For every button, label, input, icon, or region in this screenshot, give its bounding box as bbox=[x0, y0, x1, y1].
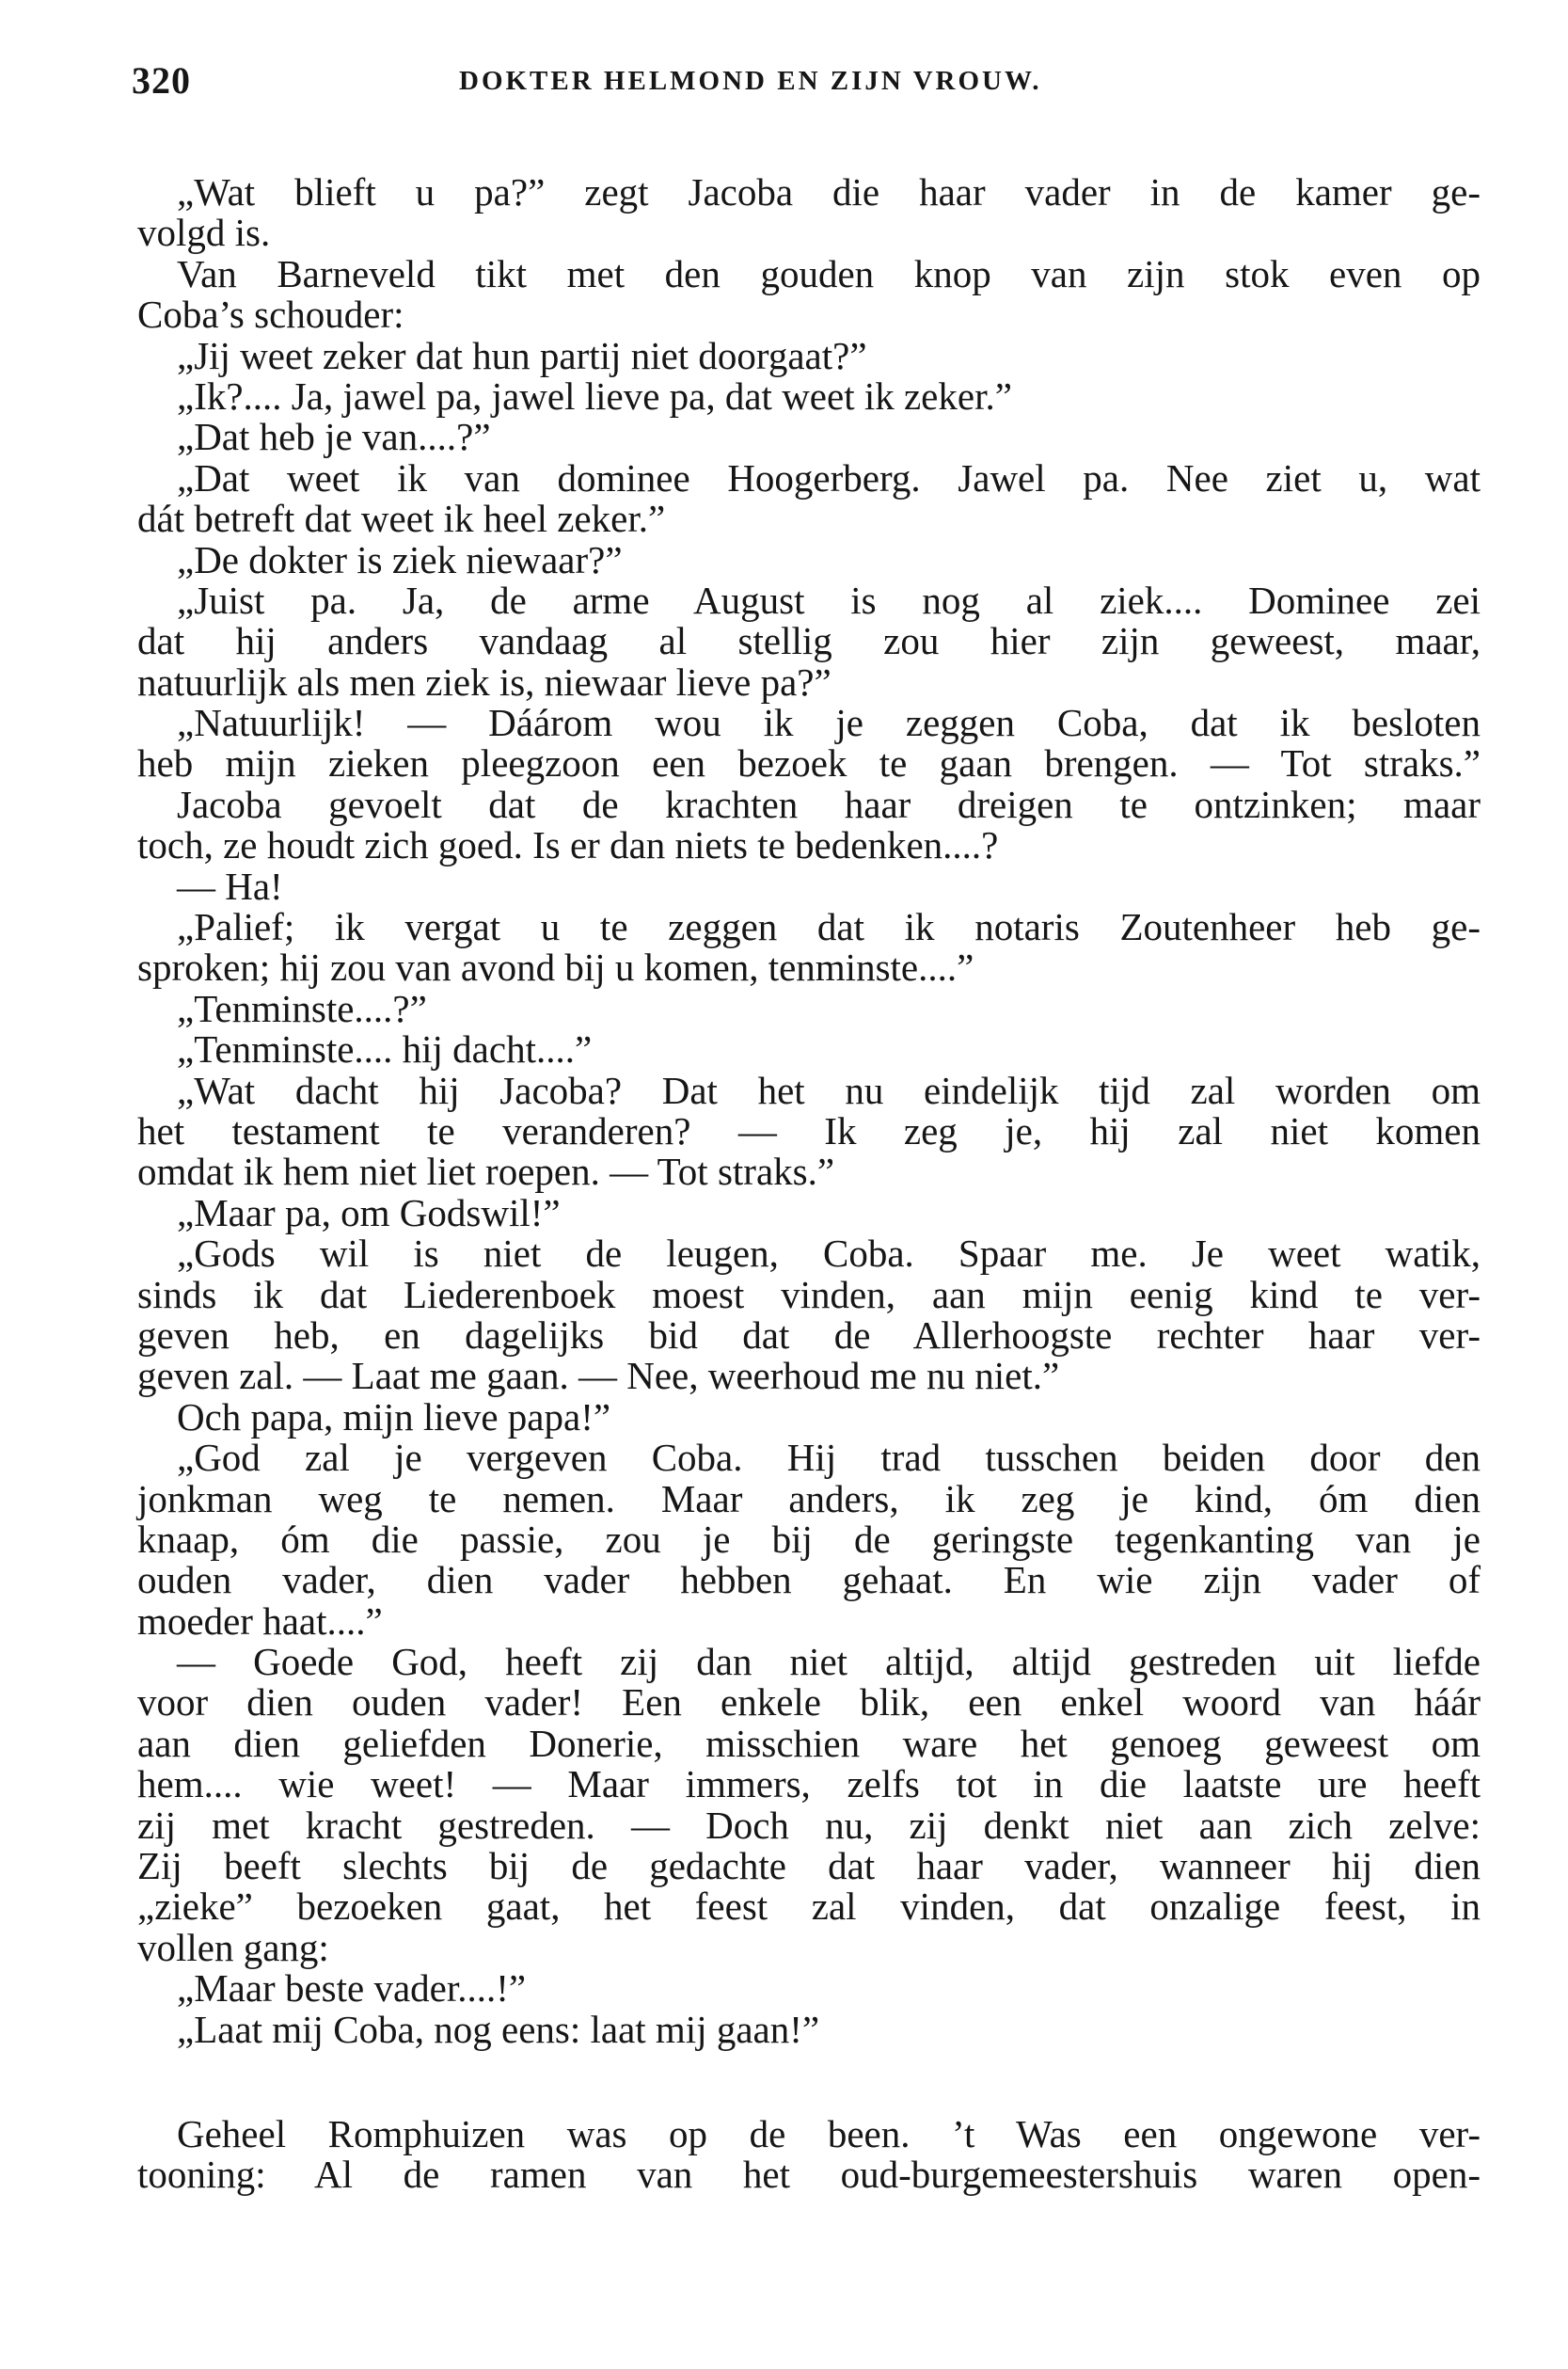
text-line: „Tenminste....?” bbox=[177, 986, 427, 1030]
text-line: knaap, óm die passie, zou je bij de geringste tegenkanting van je bbox=[137, 1517, 1481, 1561]
running-title: DOKTER HELMOND EN ZIJN VROUW. bbox=[459, 66, 1042, 96]
text-line: „Tenminste.... hij dacht....” bbox=[177, 1027, 593, 1072]
text-line: aan dien geliefden Donerie, misschien ware het genoeg geweest om bbox=[137, 1721, 1481, 1765]
text-line: sproken; hij zou van avond bij u komen, tenminste....” bbox=[137, 946, 974, 990]
text-line: „Maar pa, om Godswil!” bbox=[177, 1190, 561, 1234]
section-break bbox=[137, 2050, 1481, 2114]
text-line: dat hij anders vandaag al stellig zou hier zijn geweest, maar, bbox=[137, 619, 1481, 663]
text-line: het testament te veranderen? — Ik zeg je, hij zal niet komen bbox=[137, 1108, 1481, 1153]
text-line: Van Barneveld tikt met den gouden knop van zijn stok even op bbox=[177, 251, 1481, 295]
text-line: jonkman weg te nemen. Maar anders, ik zeg je kind, óm dien bbox=[137, 1476, 1481, 1520]
text-line: „Dat heb je van....?” bbox=[177, 415, 491, 459]
text-line: hem.... wie weet! — Maar immers, zelfs tot in die laatste ure heeft bbox=[137, 1762, 1481, 1806]
text-line: omdat ik hem niet liet roepen. — Tot straks.” bbox=[137, 1150, 835, 1194]
text-line: moeder haat....” bbox=[137, 1598, 383, 1643]
text-line: „Dat weet ik van dominee Hoogerberg. Jawel pa. Nee ziet u, wat bbox=[177, 455, 1481, 500]
text-line: „Laat mij Coba, nog eens: laat mij gaan!” bbox=[177, 2007, 820, 2051]
text-line: toch, ze houdt zich goed. Is er dan niets te bedenken....? bbox=[137, 823, 999, 867]
text-line: „Maar beste vader....!” bbox=[177, 1966, 527, 2011]
page-number: 320 bbox=[132, 59, 191, 102]
text-line: volgd is. bbox=[137, 211, 271, 255]
text-line: „God zal je vergeven Coba. Hij trad tusschen beiden door den bbox=[177, 1436, 1481, 1480]
text-line: „Ik?.... Ja, jawel pa, jawel lieve pa, dat weet ik zeker.” bbox=[177, 374, 1012, 418]
text-line: geven heb, en dagelijks bid dat de Allerhoogste rechter haar ver- bbox=[137, 1312, 1481, 1357]
text-line: dát betreft dat weet ik heel zeker.” bbox=[137, 497, 666, 541]
text-line: voor dien ouden vader! Een enkele blik, een enkel woord van háár bbox=[137, 1680, 1481, 1725]
text-line: ouden vader, dien vader hebben gehaat. En wie zijn vader of bbox=[137, 1558, 1481, 1602]
text-line: „Wat dacht hij Jacoba? Dat het nu eindelijk tijd zal worden om bbox=[177, 1068, 1481, 1112]
text-line: sinds ik dat Liederenboek moest vinden, aan mijn eenig kind te ver- bbox=[137, 1272, 1481, 1316]
text-line: „De dokter is ziek niewaar?” bbox=[177, 537, 623, 581]
text-line: zij met kracht gestreden. — Doch nu, zij denkt niet aan zich zelve: bbox=[137, 1803, 1481, 1847]
text-line: „Gods wil is niet de leugen, Coba. Spaar me. Je weet watik, bbox=[177, 1232, 1481, 1276]
text-line: „Natuurlijk! — Dáárom wou ik je zeggen Coba, dat ik besloten bbox=[177, 701, 1481, 745]
text-line: — Goede God, heeft zij dan niet altijd, altijd gestreden uit liefde bbox=[177, 1640, 1481, 1684]
text-line: Och papa, mijn lieve papa!” bbox=[177, 1394, 611, 1439]
text-line: geven zal. — Laat me gaan. — Nee, weerhoud me nu niet.” bbox=[137, 1354, 1060, 1398]
text-line: Geheel Romphuizen was op de been. ’t Was een ongewone ver- bbox=[177, 2111, 1481, 2155]
text-line: Zij beeft slechts bij de gedachte dat haar vader, wanneer hij dien bbox=[137, 1844, 1481, 1888]
text-line: „zieke” bezoeken gaat, het feest zal vinden, dat onzalige feest, in bbox=[137, 1884, 1481, 1929]
text-line: heb mijn zieken pleegzoon een bezoek te gaan brengen. — Tot straks.” bbox=[137, 741, 1481, 786]
text-line: „Juist pa. Ja, de arme August is nog al ziek.... Dominee zei bbox=[177, 578, 1481, 622]
text-line: „Jij weet zeker dat hun partij niet doorgaat?” bbox=[177, 333, 867, 377]
text-line: Coba’s schouder: bbox=[137, 293, 404, 337]
text-line: tooning: Al de ramen van het oud-burgemeestershuis waren open- bbox=[137, 2153, 1481, 2197]
text-line: „Wat blieft u pa?” zegt Jacoba die haar vader in de kamer ge- bbox=[177, 170, 1481, 214]
text-line: „Palief; ik vergat u te zeggen dat ik notaris Zoutenheer heb ge- bbox=[177, 905, 1481, 949]
text-line: Jacoba gevoelt dat de krachten haar dreigen te ontzinken; maar bbox=[177, 782, 1481, 826]
text-line: natuurlijk als men ziek is, niewaar lieve pa?” bbox=[137, 660, 832, 704]
text-line: — Ha! bbox=[177, 864, 283, 908]
text-line: vollen gang: bbox=[137, 1925, 329, 1969]
body-text bbox=[137, 172, 1481, 2196]
